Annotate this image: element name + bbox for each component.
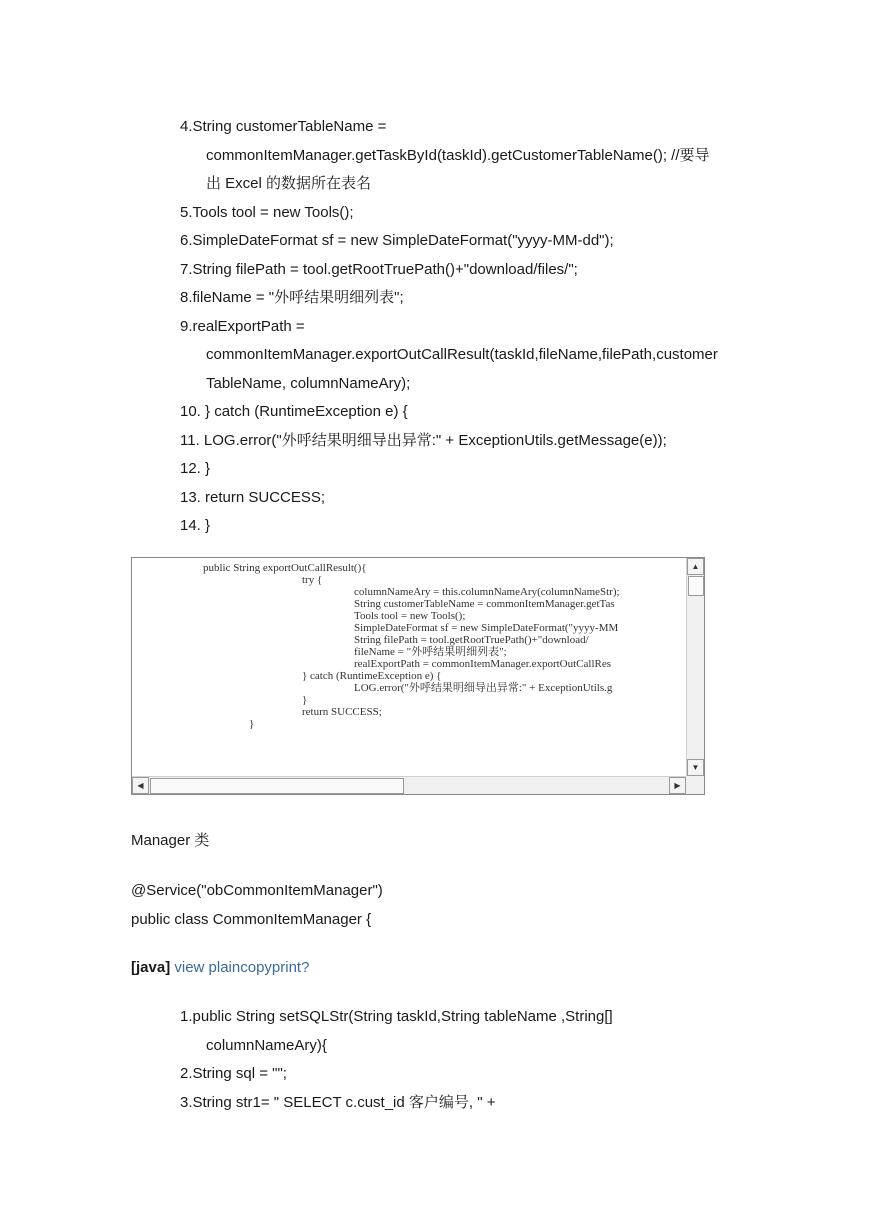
list-item bbox=[180, 1060, 740, 1089]
code-line: realExportPath = commonItemManager.exportOutCallRes bbox=[354, 658, 612, 670]
code-line: } bbox=[302, 694, 308, 706]
list-item-line: commonItemManager.exportOutCallResult(taskId,fileName,filePath,customer bbox=[206, 346, 718, 363]
view-plain-copy-print-link[interactable]: view plaincopyprint? bbox=[174, 959, 310, 976]
list-item bbox=[180, 512, 740, 541]
code-line: return SUCCESS; bbox=[302, 706, 382, 718]
list-item bbox=[180, 398, 740, 427]
vertical-scrollbar[interactable] bbox=[686, 558, 704, 776]
code-line: Tools tool = new Tools(); bbox=[354, 610, 466, 622]
list-item-line: 9.realExportPath = bbox=[180, 317, 305, 335]
horizontal-scroll-thumb[interactable] bbox=[150, 778, 404, 794]
list-item-line: 1.public String setSQLStr(String taskId,String tableName ,String[] bbox=[180, 1008, 613, 1025]
list-item bbox=[180, 284, 740, 313]
list-item bbox=[180, 199, 740, 228]
list-item-line: columnNameAry){ bbox=[206, 1036, 327, 1054]
list-item-line: 11. LOG.error("外呼结果明细导出异常:" + ExceptionUtils.getMessage(e)); bbox=[180, 431, 667, 449]
scroll-down-icon[interactable]: ▼ bbox=[687, 759, 704, 776]
list-item bbox=[180, 1003, 740, 1060]
scroll-up-icon[interactable]: ▲ bbox=[687, 558, 704, 575]
code-scroll-box[interactable] bbox=[131, 557, 705, 795]
code-listing-continued bbox=[180, 113, 740, 541]
list-item-line: 出 Excel 的数据所在表名 bbox=[206, 175, 372, 192]
list-item-line: 12. } bbox=[180, 460, 211, 477]
code-listing bbox=[180, 1003, 740, 1117]
scroll-left-icon[interactable]: ◀ bbox=[132, 777, 149, 794]
code-line: columnNameAry = this.columnNameAry(columnNameStr); bbox=[354, 586, 620, 598]
list-item bbox=[180, 484, 740, 513]
list-item-line: 14. } bbox=[180, 517, 211, 534]
code-area bbox=[132, 558, 686, 776]
list-item-line: TableName, columnNameAry); bbox=[206, 374, 411, 392]
code-line: String filePath = tool.getRootTruePath()+"download/ bbox=[354, 634, 589, 646]
scroll-corner bbox=[686, 776, 704, 794]
code-line: public String exportOutCallResult(){ bbox=[203, 562, 367, 574]
horizontal-scrollbar[interactable] bbox=[132, 776, 686, 794]
list-item-line: 10. } catch (RuntimeException e) { bbox=[180, 403, 408, 420]
list-item-line: 5.Tools tool = new Tools(); bbox=[180, 203, 354, 221]
vertical-scroll-thumb[interactable] bbox=[688, 576, 704, 596]
code-line: try { bbox=[302, 574, 323, 586]
code-line: SimpleDateFormat sf = new SimpleDateFormat("yyyy-MM bbox=[354, 622, 619, 634]
list-item-line: 13. return SUCCESS; bbox=[180, 488, 326, 506]
annotation-line: @Service("obCommonItemManager") bbox=[131, 882, 383, 899]
list-item bbox=[180, 313, 740, 399]
scroll-right-icon[interactable]: ▶ bbox=[669, 777, 686, 794]
list-item bbox=[180, 427, 740, 456]
list-item bbox=[180, 256, 740, 285]
language-label: [java] bbox=[131, 959, 171, 976]
list-item-line: 2.String sql = ""; bbox=[180, 1065, 287, 1082]
list-item bbox=[180, 113, 740, 199]
code-line: fileName = "外呼结果明细列表"; bbox=[354, 646, 507, 658]
class-declaration: public class CommonItemManager { bbox=[131, 911, 372, 928]
list-item-line: 8.fileName = "外呼结果明细列表"; bbox=[180, 289, 404, 306]
code-line: } catch (RuntimeException e) { bbox=[302, 670, 442, 682]
code-line: } bbox=[249, 718, 255, 730]
list-item bbox=[180, 1089, 740, 1118]
list-item-line: 6.SimpleDateFormat sf = new SimpleDateFormat("yyyy-MM-dd"); bbox=[180, 232, 614, 249]
list-item-line: 4.String customerTableName = bbox=[180, 118, 387, 135]
list-item bbox=[180, 455, 740, 484]
code-line: LOG.error("外呼结果明细导出异常:" + ExceptionUtils.g bbox=[354, 682, 613, 694]
code-toolbar bbox=[131, 958, 309, 978]
list-item bbox=[180, 227, 740, 256]
list-item-line: 3.String str1= " SELECT c.cust_id 客户编号, " + bbox=[180, 1093, 496, 1111]
code-line: String customerTableName = commonItemManager.getTas bbox=[354, 598, 615, 610]
list-item-line: 7.String filePath = tool.getRootTruePath()+"download/files/"; bbox=[180, 260, 578, 278]
section-heading: Manager 类 bbox=[131, 832, 210, 849]
list-item-line: commonItemManager.getTaskById(taskId).getCustomerTableName(); //要导 bbox=[206, 146, 710, 164]
